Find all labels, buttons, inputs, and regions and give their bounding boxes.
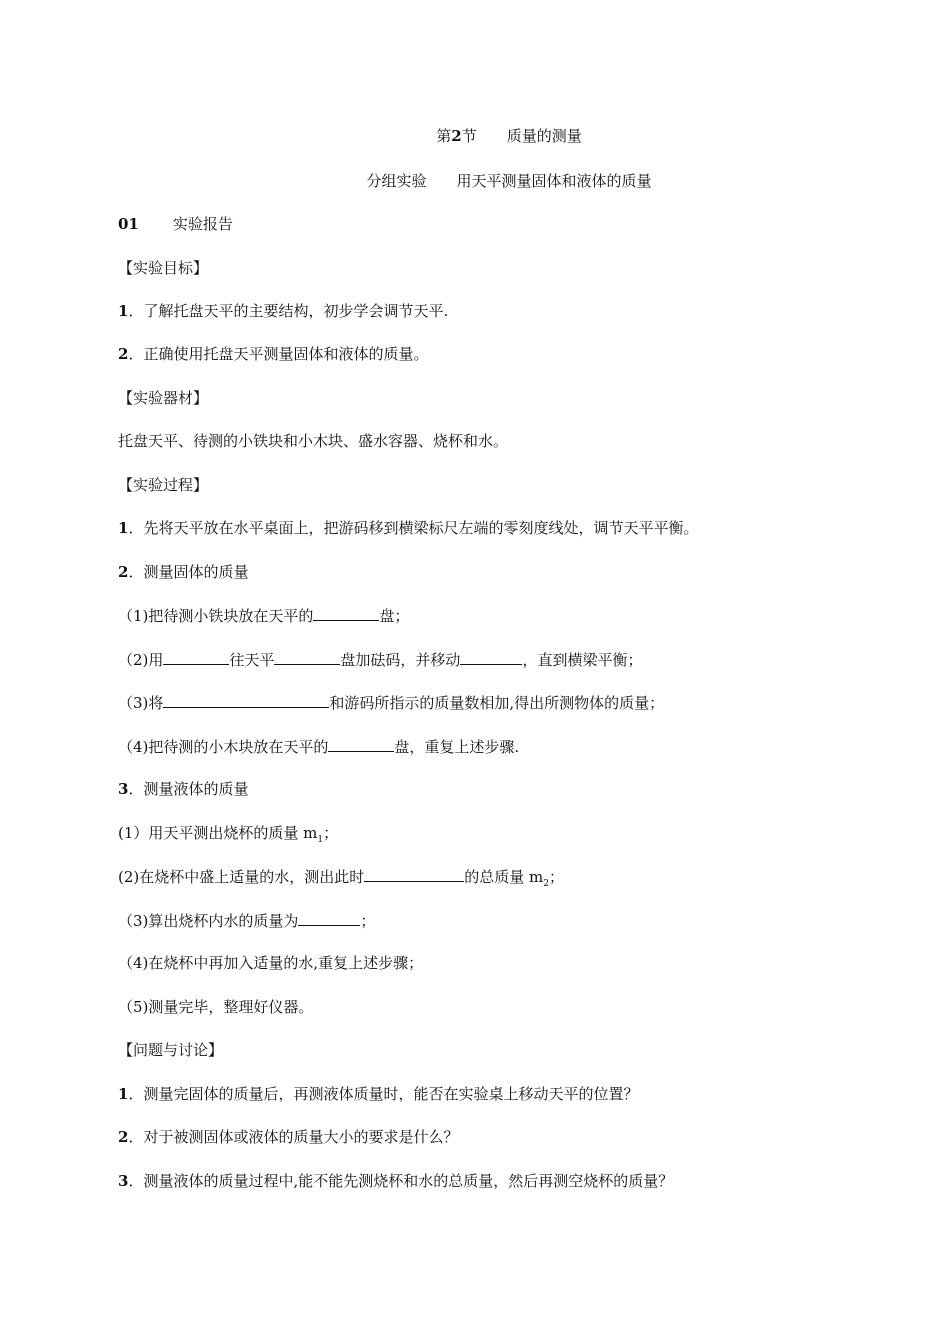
fill-blank[interactable]: [460, 648, 522, 665]
equipment-text: 托盘天平、待测的小铁块和小木块、盛水容器、烧杯和水。: [118, 432, 509, 450]
fill-blank[interactable]: [163, 691, 329, 708]
process-step: 2．测量固体的质量: [118, 563, 249, 581]
subtitle-left: 分组实验: [366, 172, 427, 190]
substep: (2)在烧杯中盛上适量的水，测出此时 的总质量 $m_2$；: [118, 865, 564, 895]
substep: （1)把待测小铁块放在天平的 盘；: [118, 604, 409, 627]
section-title: [0, 125, 950, 147]
discussion-item: 2．对于被测固体或液体的质量大小的要求是什么？: [118, 1128, 459, 1146]
process-step: 3．测量液体的质量: [118, 780, 249, 798]
process-heading: 【实验过程】: [118, 476, 209, 494]
substep: （2)用 往天平 盘加砝码，并移动 ，直到横梁平衡；: [118, 648, 642, 671]
fill-blank[interactable]: [298, 909, 360, 926]
fill-blank[interactable]: [313, 604, 379, 621]
part-heading: [118, 213, 233, 235]
goal-heading: 【实验目标】: [118, 259, 209, 277]
substep: （3)将 和游码所指示的质量数相加,得出所测物体的质量；: [118, 691, 664, 714]
section-title-text: 质量的测量: [506, 127, 582, 145]
part-number: 01: [118, 215, 139, 233]
section-number: 2: [451, 127, 462, 145]
goal-item: 2．正确使用托盘天平测量固体和液体的质量。: [118, 345, 429, 363]
discussion-item: 1．测量完固体的质量后，再测液体质量时，能否在实验桌上移动天平的位置？: [118, 1085, 639, 1103]
fill-blank[interactable]: [328, 735, 394, 752]
fill-blank[interactable]: [364, 865, 464, 882]
fill-blank[interactable]: [274, 648, 340, 665]
fill-blank[interactable]: [163, 648, 229, 665]
section-num-prefix: 第: [436, 127, 452, 145]
process-step: 1．先将天平放在水平桌面上，把游码移到横梁标尺左端的零刻度线处，调节天平平衡。: [118, 519, 699, 537]
equipment-heading: 【实验器材】: [118, 389, 209, 407]
substep: （4)把待测的小木块放在天平的 盘，重复上述步骤.: [118, 735, 519, 758]
section-num-suffix: 节: [461, 127, 477, 145]
part-label: 实验报告: [172, 215, 233, 233]
subtitle-right: 用天平测量固体和液体的质量: [456, 172, 652, 190]
substep: （4)在烧杯中再加入适量的水,重复上述步骤；: [118, 954, 424, 972]
discussion-heading: 【问题与讨论】: [118, 1041, 224, 1059]
substep: （3)算出烧杯内水的质量为 ；: [118, 909, 375, 932]
subtitle: [0, 170, 950, 192]
substep: （5)测量完毕，整理好仪器。: [118, 998, 314, 1016]
discussion-item: 3．测量液体的质量过程中,能不能先测烧杯和水的总质量，然后再测空烧杯的质量？: [118, 1172, 674, 1190]
goal-item: 1．了解托盘天平的主要结构，初步学会调节天平.: [118, 302, 449, 320]
substep: (1）用天平测出烧杯的质量 $m_1$；: [118, 824, 339, 845]
